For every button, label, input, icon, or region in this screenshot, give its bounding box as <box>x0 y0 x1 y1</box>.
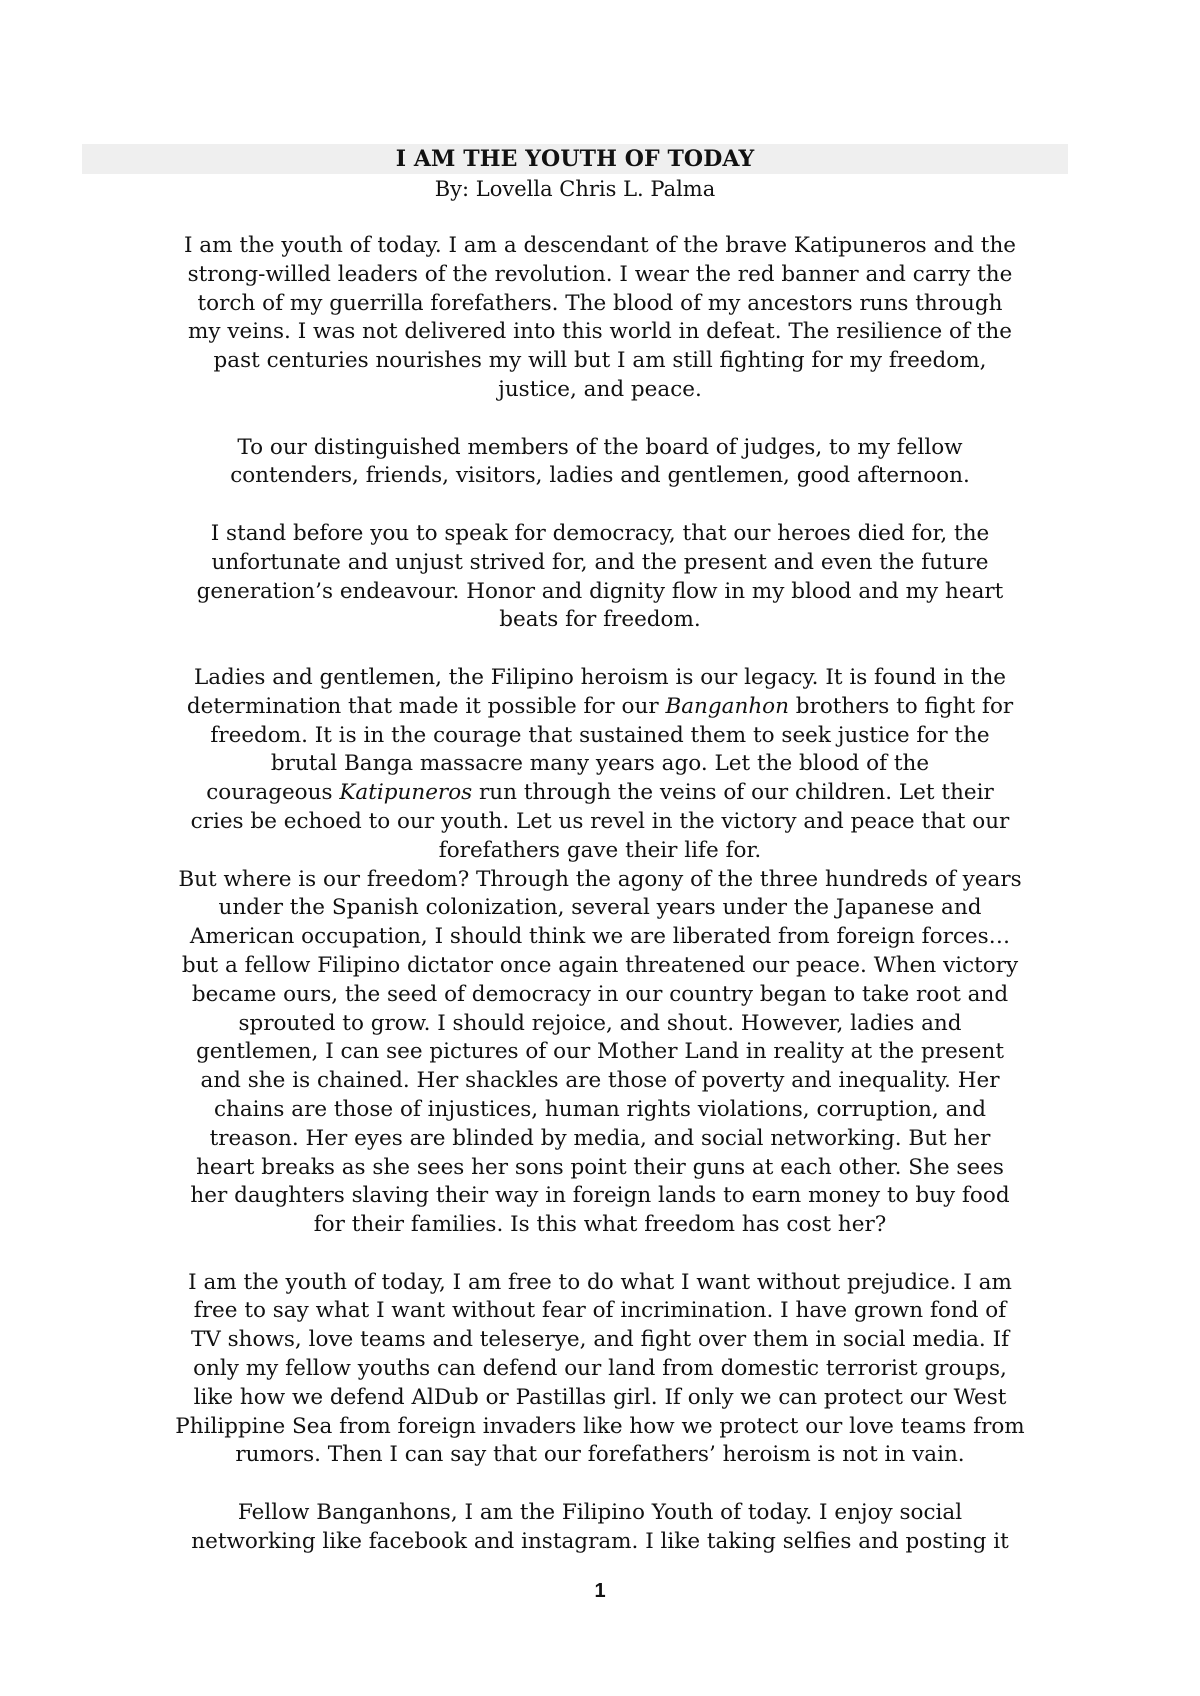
text-line: past centuries nourishes my will but I am still fighting for my freedom, <box>213 348 987 374</box>
text-line: her daughters slaving their way in foreign lands to earn money to buy food <box>190 1183 1010 1209</box>
text-line: gentlemen, I can see pictures of our Mother Land in reality at the present <box>196 1039 1004 1065</box>
text-fragment: brothers to fight for <box>788 693 1014 719</box>
text-line: justice, and peace. <box>498 376 702 402</box>
document-title: I AM THE YOUTH OF TODAY <box>395 146 755 172</box>
text-line: I am the youth of today, I am free to do what I want without prejudice. I am <box>188 1269 1012 1295</box>
text-line: unfortunate and unjust strived for, and the present and even the future <box>211 549 989 575</box>
text-line <box>100 779 1100 808</box>
paragraph-opening <box>100 232 1100 405</box>
italic-word: Katipuneros <box>339 780 473 806</box>
text-line: generation’s endeavour. Honor and dignity flow in my blood and my heart <box>196 578 1004 604</box>
text-line: treason. Her eyes are blinded by media, and social networking. But her <box>209 1125 991 1151</box>
text-line: became ours, the seed of democracy in our country began to take root and <box>191 981 1009 1007</box>
paragraph-greeting <box>100 434 1100 492</box>
text-fragment: determination that made it possible for our <box>186 693 666 719</box>
text-line: heart breaks as she sees her sons point their guns at each other. She sees <box>196 1154 1004 1180</box>
paragraph-banganhons <box>100 1499 1100 1557</box>
text-line: To our distinguished members of the board of judges, to my fellow <box>237 434 963 460</box>
text-line: contenders, friends, visitors, ladies and gentlemen, good afternoon. <box>230 463 970 489</box>
text-line: under the Spanish colonization, several years under the Japanese and <box>218 895 982 921</box>
text-fragment: run through the veins of our children. Let their <box>472 780 994 806</box>
text-line: networking like facebook and instagram. I like taking selfies and posting it <box>191 1528 1009 1554</box>
text-line: But where is our freedom? Through the agony of the three hundreds of years <box>178 866 1022 892</box>
text-line: cries be echoed to our youth. Let us revel in the victory and peace that our <box>190 808 1010 834</box>
speech-body <box>100 232 1100 1557</box>
text-line: beats for freedom. <box>499 607 701 633</box>
paragraph-youth-today <box>100 1269 1100 1471</box>
text-line: my veins. I was not delivered into this world in defeat. The resilience of the <box>188 319 1012 345</box>
text-line: like how we defend AlDub or Pastillas girl. If only we can protect our West <box>193 1384 1007 1410</box>
text-fragment: courageous <box>206 780 340 806</box>
text-line: freedom. It is in the courage that sustained them to seek justice for the <box>210 722 990 748</box>
italic-word: Banganhon <box>665 693 789 719</box>
text-line: Philippine Sea from foreign invaders like how we protect our love teams from <box>175 1413 1025 1439</box>
text-line: only my fellow youths can defend our land from domestic terrorist groups, <box>193 1356 1007 1382</box>
text-line: strong-willed leaders of the revolution. I wear the red banner and carry the <box>187 261 1013 287</box>
page-number: 1 <box>594 1580 606 1602</box>
paragraph-freedom-question <box>100 866 1100 1240</box>
text-line: and she is chained. Her shackles are those of poverty and inequality. Her <box>200 1068 1000 1094</box>
text-line: free to say what I want without fear of incrimination. I have grown fond of <box>193 1298 1007 1324</box>
text-line: I am the youth of today. I am a descendant of the brave Katipuneros and the <box>183 233 1017 258</box>
text-line: brutal Banga massacre many years ago. Let the blood of the <box>270 751 930 777</box>
author-byline: By: Lovella Chris L. Palma <box>434 177 716 201</box>
text-line: torch of my guerrilla forefathers. The blood of my ancestors runs through <box>197 290 1003 316</box>
text-line: I stand before you to speak for democracy, that our heroes died for, the <box>210 520 990 546</box>
text-line: American occupation, I should think we are liberated from foreign forces… <box>189 924 1011 950</box>
text-line <box>100 693 1100 722</box>
paragraph-heroism <box>100 664 1100 866</box>
text-line: rumors. Then I can say that our forefathers’ heroism is not in vain. <box>235 1442 965 1468</box>
text-line: for their families. Is this what freedom has cost her? <box>313 1212 887 1238</box>
text-line: chains are those of injustices, human rights violations, corruption, and <box>213 1096 987 1122</box>
text-line: forefathers gave their life for. <box>438 837 762 863</box>
paragraph-democracy <box>100 520 1100 635</box>
text-line: Ladies and gentlemen, the Filipino heroism is our legacy. It is found in the <box>193 664 1007 690</box>
text-line: but a fellow Filipino dictator once again threatened our peace. When victory <box>181 952 1019 978</box>
text-line: TV shows, love teams and teleserye, and fight over them in social media. If <box>190 1327 1010 1353</box>
text-line: Fellow Banganhons, I am the Filipino Youth of today. I enjoy social <box>237 1500 963 1526</box>
text-line: sprouted to grow. I should rejoice, and shout. However, ladies and <box>238 1010 962 1036</box>
